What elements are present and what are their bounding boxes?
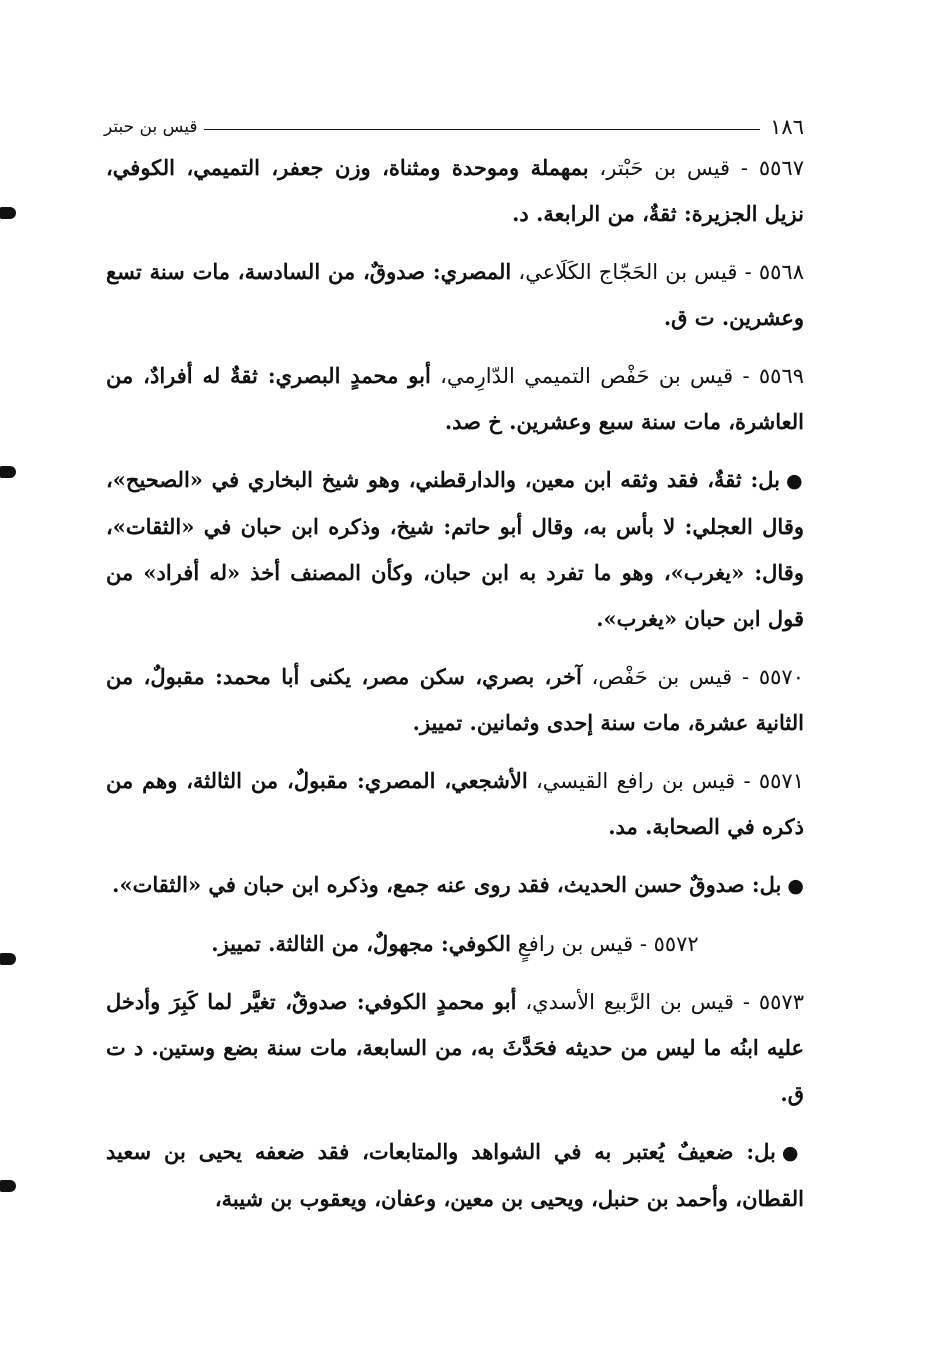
entry-name: قيس بن رافعٍ [510,932,634,956]
entry-text: الكوفي: مجهولٌ، من الثالثة. تمييز. [211,931,511,956]
entry-5572 [106,921,804,967]
entry-name: قيس بن حَبْتر، [588,156,731,180]
entry-name: قيس بن رافع القيسي، [527,769,736,793]
binding-hole-mark [0,1180,16,1192]
running-title: قيس بن حبتر [104,117,198,137]
entry-number: ٥٥٦٨ - [737,260,804,284]
page-body [106,145,804,1234]
note-text: بل: صدوقٌ حسن الحديث، فقد روى عنه جمع، وذكره ابن حبان في «الثقات». [112,872,782,897]
note-text: بل: ثقةٌ، فقد وثقه ابن معين، والدارقطني، وهو شيخ البخاري في «الصحيح»، وقال العجلي: لا بأس به، وقال أبو حاتم: شيخ، وذكره ابن حبان في «الثقات»، وقال: «يغرب»، وهو ما تفرد به ابن حبان، وكأن المصنف أخذ «له أفراد» من قول ابن حبان «يغرب». [106,467,804,631]
entry-text: آخر، بصري، سكن مصر، يكنى أبا محمد: مقبولٌ، من الثانية عشرة، مات سنة إحدى وثمانين. تمييز. [106,664,804,735]
editor-note [106,862,804,909]
header-rule [204,129,761,130]
entry-5569 [106,353,804,445]
entry-name: قيس بن الرَّبيع الأسدي، [516,990,734,1014]
entry-name: قيس بن حَفْص، [581,665,733,689]
entry-5573 [106,979,804,1117]
entry-name: قيس بن حَفْص التميمي الدّارِمي، [430,364,734,388]
entry-5570 [106,654,804,746]
editor-note [106,457,804,642]
entry-5568 [106,249,804,341]
entry-text: أبو محمدٍ البصري: ثقةٌ له أفرادٌ، من العاشرة، مات سنة سبع وعشرين. خ صد. [106,363,804,434]
entry-number: ٥٥٦٧ - [730,156,804,180]
binding-hole-mark [0,207,16,219]
entry-number: ٥٥٧٠ - [732,665,804,689]
entry-number: ٥٥٧١ - [735,769,804,793]
binding-hole-mark [0,953,16,965]
entry-text: المصري: صدوقٌ، من السادسة، مات سنة تسع وعشرين. ت ق. [106,259,804,330]
page-number: ١٨٦ [770,115,804,139]
entry-text: بمهملة وموحدة ومثناة، وزن جعفر، التميمي، الكوفي، نزيل الجزيرة: ثقةٌ، من الرابعة. د. [106,155,804,226]
entry-5571 [106,758,804,850]
binding-hole-mark [0,466,16,478]
page-header [104,112,804,142]
entry-number: ٥٥٧٢ - [633,932,699,956]
entry-5567 [106,145,804,237]
note-text: بل: ضعيفٌ يُعتبر به في الشواهد والمتابعات، فقد ضعفه يحيى بن سعيد القطان، وأحمد بن حنبل، ويحيى بن معين، وعفان، ويعقوب بن شيبة، [106,1139,804,1211]
entry-text: أبو محمدٍ الكوفي: صدوقٌ، تغيَّر لما كَبِرَ وأدخل عليه ابنُه ما ليس من حديثه فحَدَّثَ به، من السابعة، مات سنة بضع وستين. د ت ق. [106,989,804,1106]
bullet-icon: ● [787,875,804,897]
bullet-icon: ● [781,1142,804,1164]
entry-number: ٥٥٧٣ - [733,990,804,1014]
entry-number: ٥٥٦٩ - [733,364,805,388]
entry-name: قيس بن الحَجّاج الكَلَاعي، [511,260,738,284]
bullet-icon: ● [786,470,804,492]
editor-note [106,1129,804,1222]
entry-text: الأشجعي، المصري: مقبولٌ، من الثالثة، وهم من ذكره في الصحابة. مد. [106,768,804,839]
